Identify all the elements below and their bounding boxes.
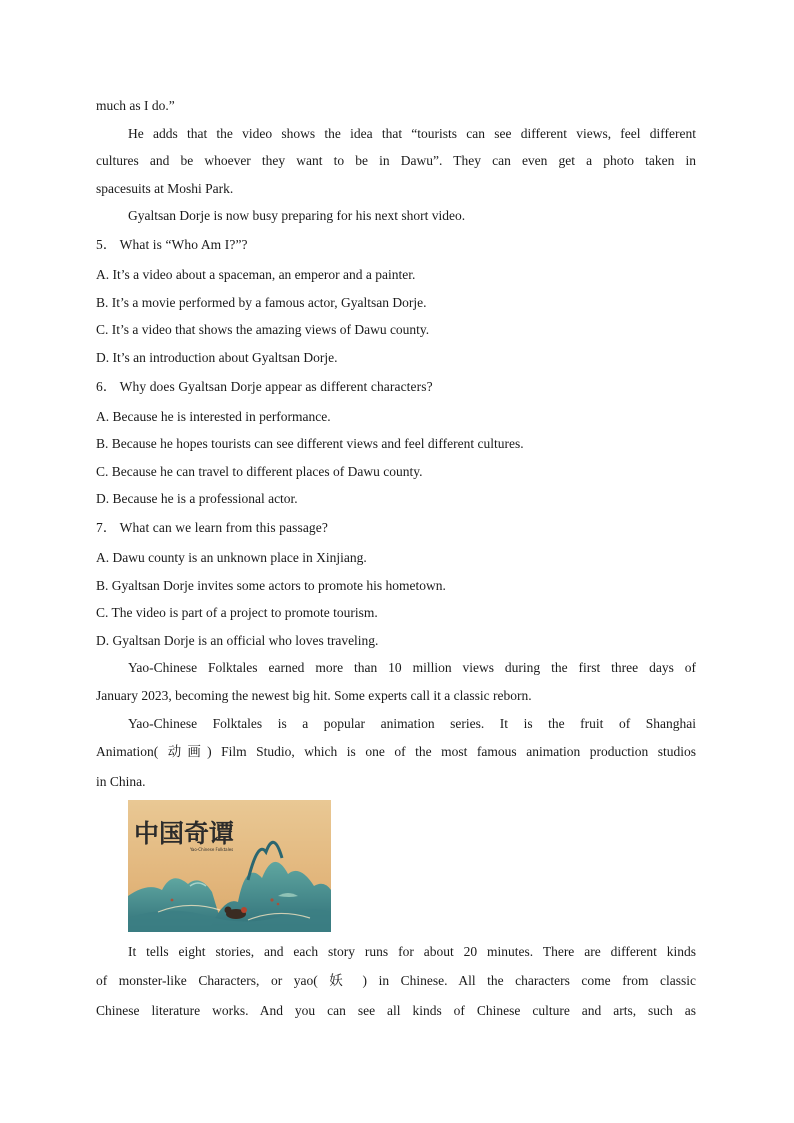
paragraph-line: Yao-Chinese Folktales is a popular animation series. It is the fruit of Shanghai (128, 716, 696, 731)
paragraph-line: spacesuits at Moshi Park. (96, 181, 234, 196)
paragraph-line: in China. (96, 774, 146, 789)
option-6a: A. Because he is interested in performance. (96, 409, 331, 424)
paragraph-line: of monster-like Characters, or yao( 妖 ) in Chinese. All the characters come from classic (96, 973, 696, 988)
paragraph-line: Chinese literature works. And you can see all kinds of Chinese culture and arts, such as (96, 1003, 696, 1018)
option-6b: B. Because he hopes tourists can see different views and feel different cultures. (96, 436, 524, 451)
paragraph-line: Yao-Chinese Folktales earned more than 10 million views during the first three days of (128, 660, 696, 675)
question-6: 6． Why does Gyaltsan Dorje appear as different characters? (96, 379, 433, 394)
paragraph-line: Animation( 动画) Film Studio, which is one of the most famous animation production studios (96, 744, 696, 759)
folktales-poster-image (128, 800, 331, 932)
logo-calligraphy: 中国奇谭 (134, 819, 235, 848)
option-5a: A. It’s a video about a spaceman, an emperor and a painter. (96, 267, 416, 282)
option-7a: A. Dawu county is an unknown place in Xinjiang. (96, 550, 367, 565)
question-7: 7． What can we learn from this passage? (96, 520, 328, 535)
paragraph-line: cultures and be whoever they want to be in Dawu”. They can even get a photo taken in (96, 153, 696, 168)
text-line: much as I do.” (96, 98, 175, 113)
option-5d: D. It’s an introduction about Gyaltsan Dorje. (96, 350, 338, 365)
option-5b: B. It’s a movie performed by a famous actor, Gyaltsan Dorje. (96, 295, 427, 310)
logo-subtitle: Yao-Chinese Folktales (190, 847, 234, 852)
paragraph-line: It tells eight stories, and each story runs for about 20 minutes. There are different kinds (128, 944, 696, 959)
landscape-painting (128, 800, 331, 932)
option-7c: C. The video is part of a project to promote tourism. (96, 605, 378, 620)
option-6d: D. Because he is a professional actor. (96, 491, 298, 506)
question-5: 5． What is “Who Am I?”? (96, 237, 248, 252)
option-7b: B. Gyaltsan Dorje invites some actors to promote his hometown. (96, 578, 446, 593)
paragraph-line: Gyaltsan Dorje is now busy preparing for his next short video. (128, 208, 466, 223)
option-5c: C. It’s a video that shows the amazing views of Dawu county. (96, 322, 430, 337)
paragraph-line: January 2023, becoming the newest big hit. Some experts call it a classic reborn. (96, 688, 532, 703)
paragraph-line: He adds that the video shows the idea that “tourists can see different views, feel different (128, 126, 696, 141)
option-7d: D. Gyaltsan Dorje is an official who loves traveling. (96, 633, 379, 648)
option-6c: C. Because he can travel to different places of Dawu county. (96, 464, 423, 479)
